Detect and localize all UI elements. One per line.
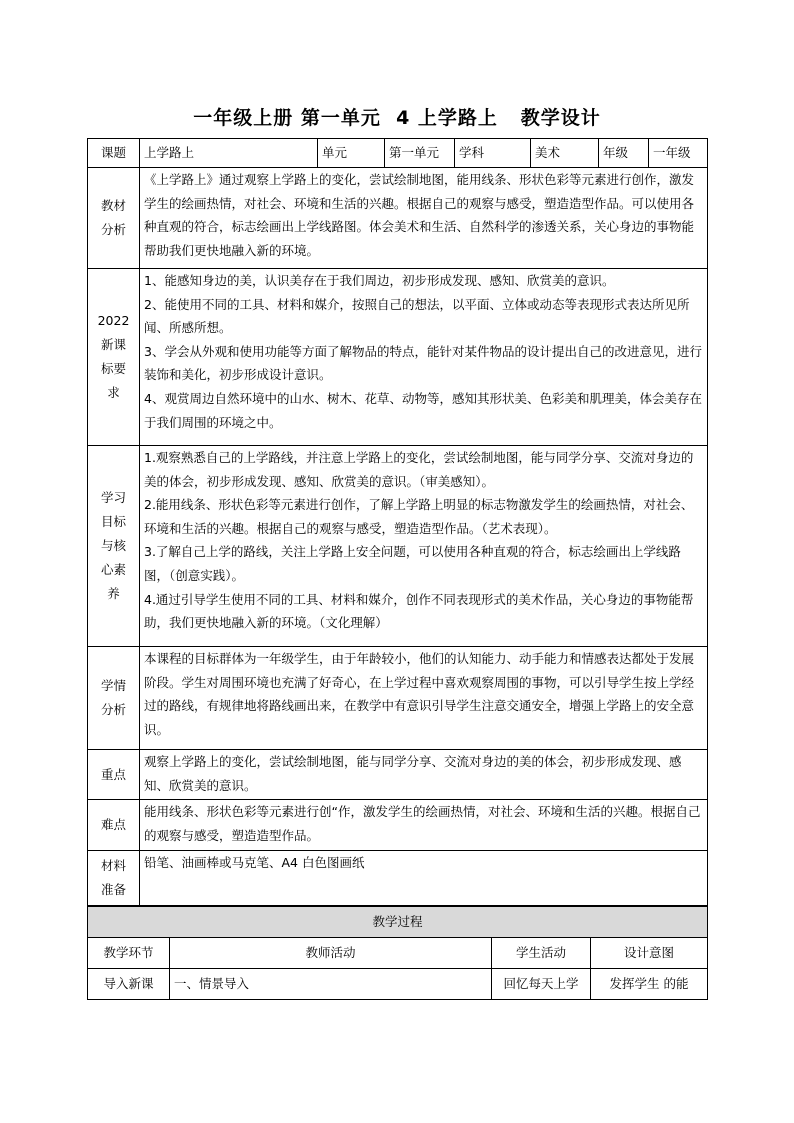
objectives-label: 学习 目标 与核 心素 养	[100, 490, 126, 601]
objectives-row	[88, 446, 708, 647]
curriculum-item: 4、观赏周边自然环境中的山水、树木、花草、动物等，感知其形状美、色彩美和肌理美，体会美存在于我们周围的环境之中。	[144, 390, 702, 430]
learner-analysis-label: 学情 分析	[100, 678, 126, 717]
grade-value: 一年级	[649, 139, 708, 168]
material-analysis-label: 教材 分析	[100, 198, 126, 237]
curriculum-row	[88, 269, 708, 446]
key-points-row	[88, 750, 708, 800]
materials-row	[88, 851, 708, 906]
curriculum-label: 2022 新课 标要 求	[97, 313, 130, 400]
teacher-activity-cell: 一、情景导入	[170, 969, 492, 1000]
curriculum-item: 1、能感知身边的美，认识美存在于我们周边，初步形成发现、感知、欣赏美的意识。	[144, 273, 615, 288]
column-header-student: 学生活动	[492, 938, 591, 969]
learner-analysis-row	[88, 647, 708, 750]
unit-value: 第一单元	[385, 139, 455, 168]
lesson-plan-table	[87, 138, 708, 906]
student-activity-cell: 回忆每天上学	[492, 969, 591, 1000]
process-heading-row	[88, 907, 708, 938]
stage-cell: 导入新课	[88, 969, 170, 1000]
learner-analysis-text: 本课程的目标群体为一年级学生，由于年龄较小，他们的认知能力、动手能力和情感表达都处于发展阶段。学生对周围环境也充满了好奇心，在上学过程中喜欢观察周围的事物，可以引导学生按上学经过的路线，有规律地将路线画出来，在教学中有意识引导学生注意交通安全，增强上学路上的安全意识。	[140, 647, 708, 750]
materials-text: 铅笔、油画棒或马克笔、A4 白色图画纸	[140, 851, 708, 906]
teaching-process-table	[87, 906, 708, 1000]
lesson-value: 上学路上	[140, 139, 318, 168]
unit-label: 单元	[318, 139, 385, 168]
difficulties-row	[88, 800, 708, 851]
difficulties-label: 难点	[100, 817, 126, 832]
objective-item: 1.观察熟悉自己的上学路线，并注意上学路上的变化，尝试绘制地图，能与同学分享、交流对身边的美的体会，初步形成发现、感知、欣赏美的意识。（审美感知）。	[144, 450, 694, 489]
curriculum-item: 3、学会从外观和使用功能等方面了解物品的特点，能针对某件物品的设计提出自己的改进意见，进行装饰和美化，初步形成设计意识。	[144, 343, 702, 383]
lesson-label: 课题	[88, 139, 140, 168]
column-header-stage: 教学环节	[88, 938, 170, 969]
objectives-content	[140, 446, 708, 647]
grade-label: 年级	[599, 139, 649, 168]
objective-item: 3.了解自己上学的路线，关注上学路上安全问题，可以使用各种直观的符合，标志绘画出上学线路图，（创意实践）。	[144, 544, 681, 583]
key-points-text: 观察上学路上的变化，尝试绘制地图，能与同学分享、交流对身边的美的体会，初步形成发现、感知、欣赏美的意识。	[140, 750, 708, 800]
subject-value: 美术	[531, 139, 599, 168]
process-heading: 教学过程	[88, 907, 708, 938]
column-header-teacher: 教师活动	[170, 938, 492, 969]
difficulties-text: 能用线条、形状色彩等元素进行创“作，激发学生的绘画热情，对社会、环境和生活的兴趣。根据自己的观察与感受，塑造造型作品。	[140, 800, 708, 851]
page-title: 一年级上册 第一单元 4 上学路上 教学设计	[193, 107, 601, 129]
process-column-headers	[88, 938, 708, 969]
subject-label: 学科	[455, 139, 531, 168]
objective-item: 2.能用线条、形状色彩等元素进行创作，了解上学路上明显的标志物激发学生的绘画热情，对社会、环境和生活的兴趣。根据自己的观察与感受，塑造造型作品。（艺术表现）。	[144, 497, 694, 536]
curriculum-content	[140, 269, 708, 446]
curriculum-item: 2、能使用不同的工具、材料和媒介，按照自己的想法，以平面、立体或动态等表现形式表达所见所闻、所感所想。	[144, 296, 690, 336]
table-row	[88, 969, 708, 1000]
key-points-label: 重点	[100, 766, 126, 782]
materials-label: 材料 准备	[100, 858, 126, 897]
material-analysis-text: 《上学路上》通过观察上学路上的变化，尝试绘制地图，能用线条、形状色彩等元素进行创作，激发学生的绘画热情，对社会、环境和生活的兴趣。根据自己的观察与感受，塑造造型作品。可以使用各种直观的符合，标志绘画出上学线路图。体会美术和生活、自然科学的渗透关系，关心身边的事物能帮助我们更快地融入新的环境。	[140, 168, 708, 269]
objective-item: 4.通过引导学生使用不同的工具、材料和媒介，创作不同表现形式的美术作品，关心身边的事物能帮助，我们更快地融入新的环境。（文化理解）	[144, 591, 694, 631]
design-intent-cell: 发挥学生 的能	[591, 969, 708, 1000]
column-header-intent: 设计意图	[591, 938, 708, 969]
header-row	[88, 139, 708, 168]
material-analysis-row	[88, 168, 708, 269]
